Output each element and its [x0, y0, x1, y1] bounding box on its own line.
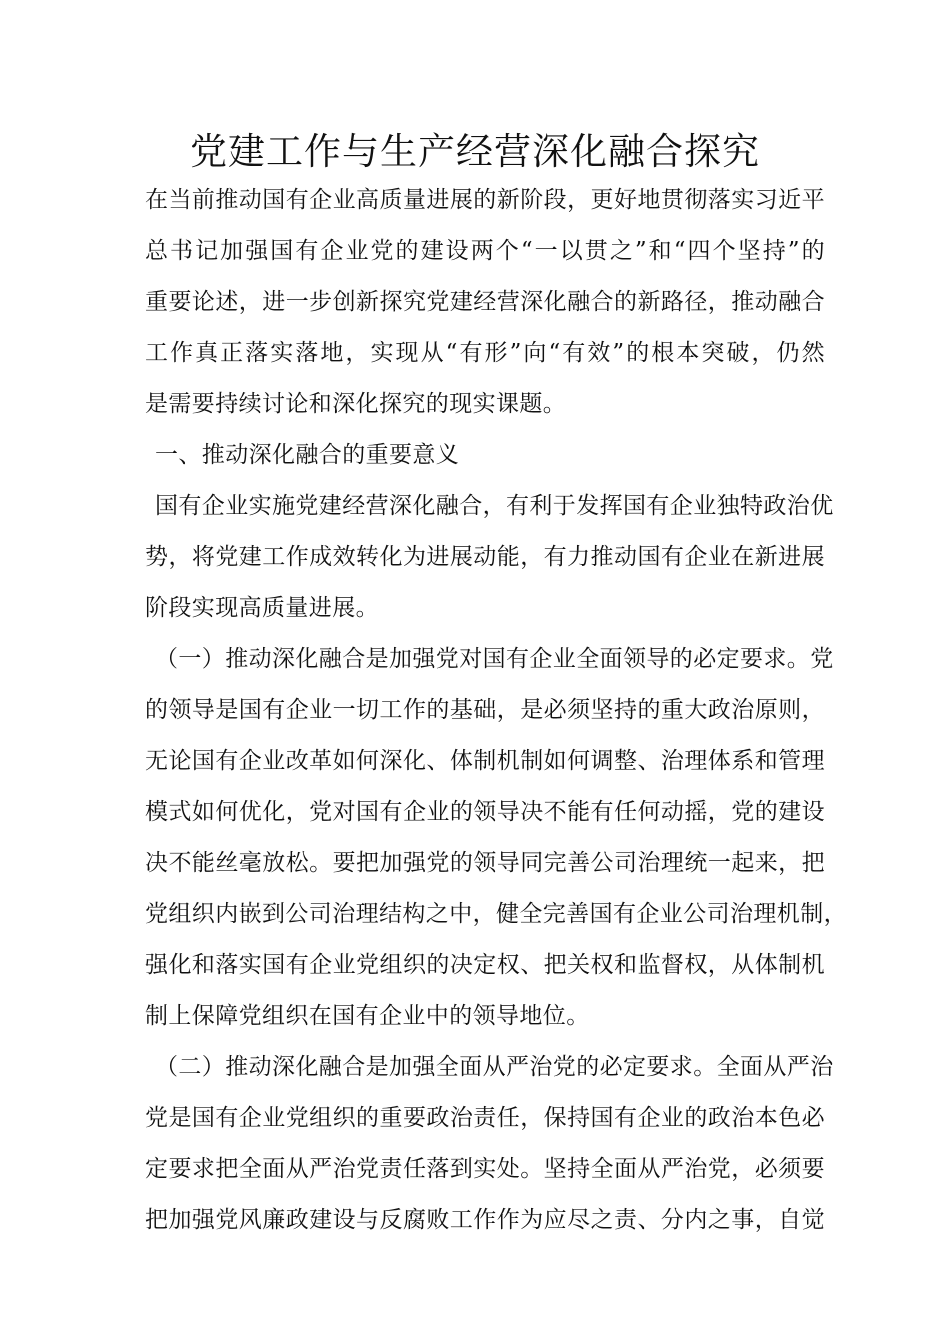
- body-line: 强化和落实国有企业党组织的决定权、把关权和监督权，从体制机: [145, 952, 825, 978]
- body-line: 党是国有企业党组织的重要政治责任，保持国有企业的政治本色必: [145, 1105, 825, 1131]
- body-line: 党组织内嵌到公司治理结构之中，健全完善国有企业公司治理机制，: [145, 901, 847, 927]
- body-line: 决不能丝毫放松。要把加强党的领导同完善公司治理统一起来，把: [145, 850, 825, 876]
- body-line: 无论国有企业改革如何深化、体制机制如何调整、治理体系和管理: [145, 748, 825, 774]
- body-line: 总书记加强国有企业党的建设两个“一以贯之”和“四个坚持”的: [145, 238, 825, 264]
- section-heading: 一、推动深化融合的重要意义: [155, 442, 460, 468]
- body-line: 制上保障党组织在国有企业中的领导地位。: [145, 1003, 590, 1029]
- body-line: 的领导是国有企业一切工作的基础，是必须坚持的重大政治原则，: [145, 697, 825, 723]
- body-line: 阶段实现高质量进展。: [145, 595, 379, 621]
- body-line: 国有企业实施党建经营深化融合，有利于发挥国有企业独特政治优: [155, 493, 834, 519]
- body-line: 势，将党建工作成效转化为进展动能，有力推动国有企业在新进展: [145, 544, 825, 570]
- document-title: 党建工作与生产经营深化融合探究: [190, 130, 760, 173]
- body-line: （二）推动深化融合是加强全面从严治党的必定要求。全面从严治: [155, 1054, 834, 1080]
- document-body: [145, 175, 847, 1246]
- body-line: 定要求把全面从严治党责任落到实处。坚持全面从严治党，必须要: [145, 1156, 825, 1182]
- body-line: 模式如何优化，党对国有企业的领导决不能有任何动摇，党的建设: [145, 799, 825, 825]
- body-line: 工作真正落实落地，实现从“有形”向“有效”的根本突破，仍然: [145, 340, 825, 366]
- body-line: 把加强党风廉政建设与反腐败工作作为应尽之责、分内之事，自觉: [145, 1207, 825, 1233]
- body-line: 在当前推动国有企业高质量进展的新阶段，更好地贯彻落实习近平: [145, 187, 825, 213]
- body-line: 是需要持续讨论和深化探究的现实课题。: [145, 391, 567, 417]
- body-line: 重要论述，进一步创新探究党建经营深化融合的新路径，推动融合: [145, 289, 825, 315]
- body-line: （一）推动深化融合是加强党对国有企业全面领导的必定要求。党: [155, 646, 834, 672]
